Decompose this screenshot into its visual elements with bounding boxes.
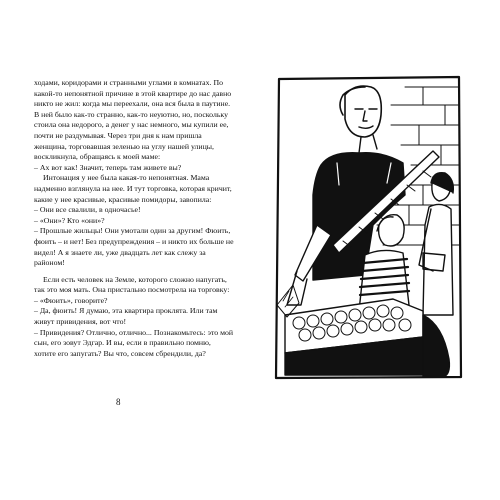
paragraph: Интонация у нее была какая-то непонятная. Мама надменно взглянула на нее. И тут торговка, которая кричит, какие у нее красивые, красивые помидоры, завопила: xyxy=(34,173,232,204)
woman-figure xyxy=(419,173,453,315)
leaf-bundle xyxy=(423,315,449,377)
paragraph: – «Фюить», говорите? xyxy=(34,295,108,305)
paragraph: – Прошлые жильцы! Они умотали один за другим! Фюить, фюить – и нет! Без предупреждения – и никто их больше не видел! А я знаете ли, уже двадцать лет как слежу за районом! xyxy=(34,226,234,268)
left-page-text xyxy=(34,78,234,359)
paragraph: ходами, коридорами и странными углами в комнатах. По какой-то непонятной причине в этой квартире до нас давно никто не жил: когда мы переехали, она вся была в паутине. В ней было как-то странно, как-то неуютно, но, поскольку стоила она недорого, а денег у нас немного, мы купили ее, почти не раздумывая. Через три дня к нам пришла женщина, торговавшая зеленью на углу нашей улицы, воскликнула, обращаясь к моей маме: xyxy=(34,78,232,162)
paragraph: Если есть человек на Земле, которого сложно напугать, так это моя мать. Она пристально посмотрела на торговку: xyxy=(34,274,230,295)
market-illustration xyxy=(273,75,463,380)
paragraph: – Они все свалили, в одночасье! xyxy=(34,205,141,215)
paragraph: – Привидения? Отлично, отлично... Познакомьтесь: это мой сын, его зовут Эдгар. И вы, если в правильно помню, хотите его запугать? Вы что, совсем сбрендили, да? xyxy=(34,327,234,358)
page-number: 8 xyxy=(116,397,121,407)
paragraph: – «Они»? Кто «они»? xyxy=(34,215,105,225)
paragraph: – Да, фюить! Я думаю, эта квартира проклята. Или там живут привидения, вот что! xyxy=(34,306,218,327)
paragraph: – Ах вот как! Значит, теперь там живете вы? xyxy=(34,162,182,172)
